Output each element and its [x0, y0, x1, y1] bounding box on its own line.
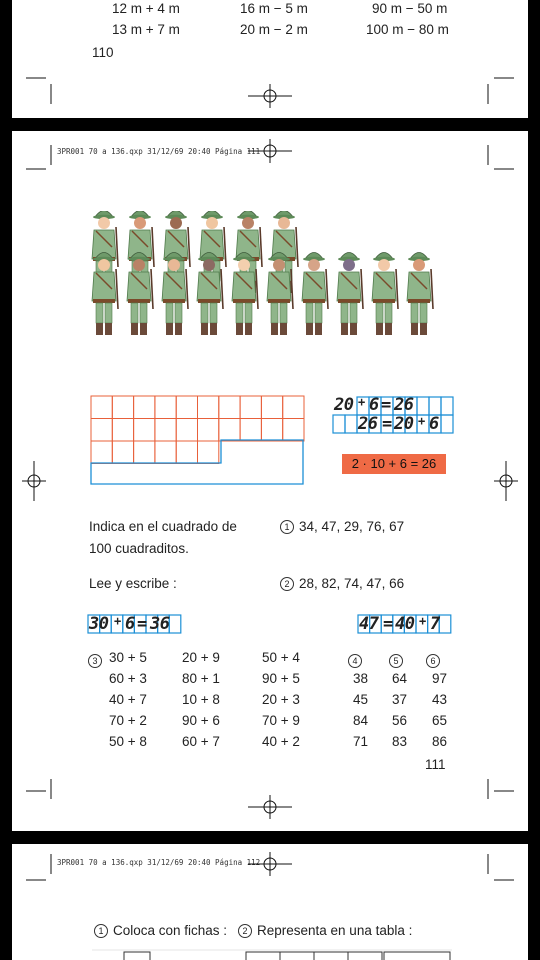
grid-square	[240, 419, 261, 442]
grid-square	[112, 441, 133, 464]
instruction-text: Indica en el cuadrado de	[89, 519, 237, 534]
grid-square	[283, 396, 304, 419]
equation-row-2: 26 = 20 + 6	[358, 414, 439, 434]
handwritten-equation-right: 47 = 40 + 7	[357, 614, 452, 634]
grid-square	[219, 396, 240, 419]
exercise-6-column: 97 43 65 86	[432, 671, 448, 749]
soldier-figure	[127, 253, 153, 336]
grid-square	[155, 396, 176, 419]
orange-equation-box: 2 · 10 + 6 = 26	[342, 454, 446, 474]
soldier-figure	[407, 253, 433, 336]
grid-square	[198, 396, 219, 419]
exercise-number-badge: 2	[280, 577, 294, 591]
grid-square	[176, 396, 197, 419]
grid-square	[261, 396, 282, 419]
exercise-3-column: 20 + 9 80 + 1 10 + 8 90 + 6 60 + 7	[182, 650, 220, 749]
registration-mark-icon	[22, 461, 46, 501]
crop-marks	[12, 0, 528, 118]
grid-square	[91, 441, 112, 464]
grid-cell	[169, 615, 181, 633]
grid-square	[155, 419, 176, 442]
page-header: 3PR001 70 a 136.qxp 31/12/69 20:40 Página 112	[57, 858, 261, 867]
exercise-number-badge: 6	[426, 654, 440, 668]
grid-square	[112, 396, 133, 419]
instruction-text: 100 cuadraditos.	[89, 541, 189, 556]
grid-square	[134, 441, 155, 464]
grid-square	[155, 441, 176, 464]
registration-mark-icon	[248, 84, 292, 108]
soldiers-illustration	[82, 211, 462, 373]
registration-mark-icon	[248, 852, 292, 876]
grid-square	[198, 441, 219, 464]
soldier-figure	[337, 253, 363, 336]
page-number: 111	[425, 757, 446, 772]
grid-square	[198, 419, 219, 442]
grid-square	[219, 419, 240, 442]
handwritten-equation-left: 30 + 6 = 36	[87, 614, 182, 634]
page-number: 110	[92, 45, 114, 60]
registration-mark-icon	[494, 461, 518, 501]
equation-row-1: 20 + 6 = 26	[334, 395, 414, 415]
exercise-cell: 100 m − 80 m	[366, 22, 449, 37]
hundred-square-grid	[90, 395, 310, 489]
exercise-2: 2 28, 82, 74, 47, 66	[280, 576, 404, 591]
grid-square	[134, 419, 155, 442]
grid-square	[134, 396, 155, 419]
next-page	[12, 844, 528, 960]
exercise-4-column: 38 45 84 71	[353, 671, 369, 749]
exercise-cell: 90 m − 50 m	[372, 1, 448, 16]
grid-cell	[439, 615, 451, 633]
soldier-figure	[372, 253, 398, 336]
exercise-number-badge: 4	[348, 654, 362, 668]
exercise-number-badge: 2	[238, 924, 252, 938]
previous-page	[12, 0, 528, 118]
grid-square	[112, 419, 133, 442]
page-header: 3PR001 70 a 136.qxp 31/12/69 20:40 Página 111	[57, 147, 261, 156]
exercise-2: 2 Representa en una tabla :	[238, 923, 412, 938]
current-page	[12, 131, 528, 831]
grid-square	[91, 419, 112, 442]
exercise-3-column: 50 + 4 90 + 5 20 + 3 70 + 9 40 + 2	[262, 650, 300, 749]
exercise-number-badge: 3	[88, 654, 102, 668]
registration-mark-icon	[248, 139, 292, 163]
exercise-5-column: 64 37 56 83	[392, 671, 408, 749]
crop-marks	[12, 844, 528, 960]
grid-square	[176, 419, 197, 442]
exercise-cell: 13 m + 7 m	[112, 22, 180, 37]
exercise-1: 1 Coloca con fichas :	[94, 923, 227, 938]
exercise-cell: 16 m − 5 m	[240, 1, 308, 16]
grid-square	[261, 419, 282, 442]
exercise-number-badge: 1	[280, 520, 294, 534]
exercise-cell: 12 m + 4 m	[112, 1, 180, 16]
grid-square	[176, 441, 197, 464]
exercise-number-badge: 1	[94, 924, 108, 938]
registration-mark-icon	[248, 795, 292, 819]
instruction-text: Lee y escribe :	[89, 576, 177, 591]
grid-square	[283, 419, 304, 442]
exercise-3-column: 30 + 5 60 + 3 40 + 7 70 + 2 50 + 8	[109, 650, 147, 749]
exercise-number-badge: 5	[389, 654, 403, 668]
exercise-1: 1 34, 47, 29, 76, 67	[280, 519, 404, 534]
grid-square	[91, 396, 112, 419]
grid-square	[240, 396, 261, 419]
soldier-figure	[302, 253, 328, 336]
exercise-cell: 20 m − 2 m	[240, 22, 308, 37]
